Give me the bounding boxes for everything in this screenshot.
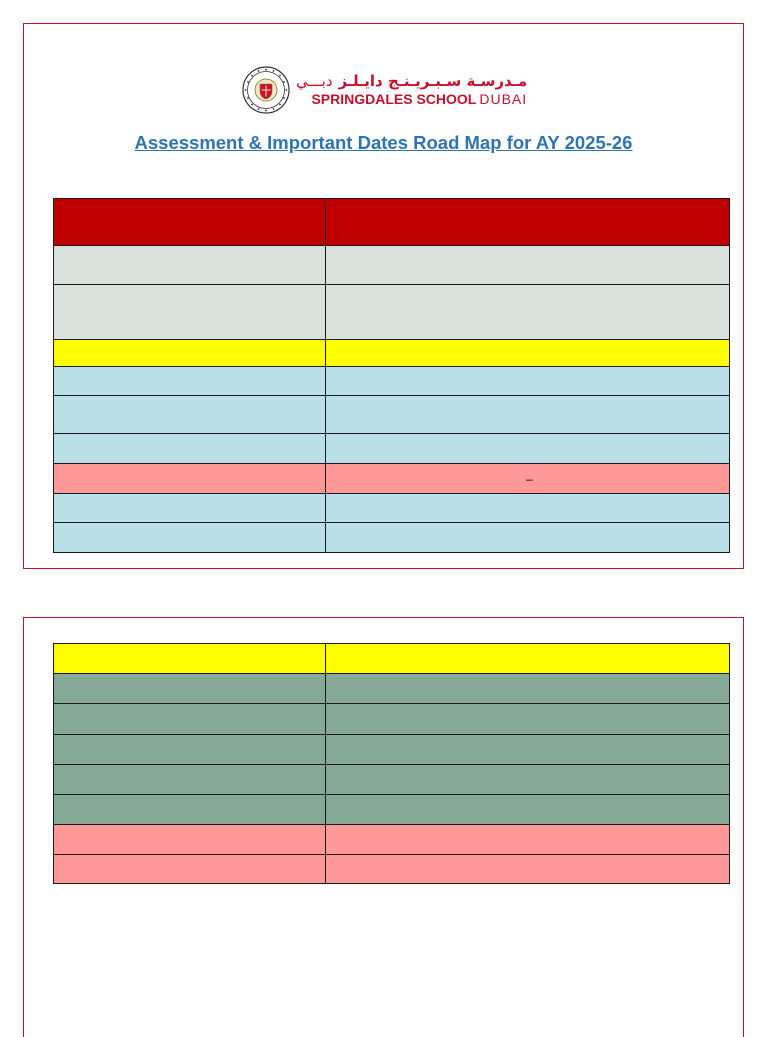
table-cell-label xyxy=(54,285,326,340)
table-row xyxy=(54,644,730,674)
table-row xyxy=(54,285,730,340)
table-row xyxy=(54,494,730,523)
roadmap-table-2 xyxy=(53,643,730,884)
table-row xyxy=(54,199,730,246)
table-row xyxy=(54,434,730,464)
table-cell-label xyxy=(54,704,326,735)
school-name-arabic-text: مـدرسـة سـبـريـنـج دايـلـز xyxy=(338,72,528,90)
table-cell-value xyxy=(326,523,730,553)
table-cell-label xyxy=(54,855,326,884)
table-cell-label xyxy=(54,396,326,434)
table-cell-label xyxy=(54,735,326,765)
table-cell-value xyxy=(326,674,730,704)
table-row xyxy=(54,825,730,855)
table-row xyxy=(54,523,730,553)
school-name-arabic xyxy=(296,72,527,90)
table-row xyxy=(54,735,730,765)
school-city-english: DUBAI xyxy=(479,91,528,107)
table-row xyxy=(54,765,730,795)
table-cell-label xyxy=(54,340,326,367)
roadmap-table-1 xyxy=(53,198,730,553)
table-cell-label xyxy=(54,367,326,396)
table-cell-value xyxy=(326,765,730,795)
table-cell-label xyxy=(54,464,326,494)
table-cell-value xyxy=(326,704,730,735)
table-cell-value xyxy=(326,464,730,494)
table-cell-value xyxy=(326,285,730,340)
table-row xyxy=(54,855,730,884)
document-title: Assessment & Important Dates Road Map for AY 2025-26 xyxy=(134,132,633,153)
school-name-english xyxy=(311,90,527,108)
table-cell-label xyxy=(54,246,326,285)
document-page-2 xyxy=(23,617,744,1037)
school-seal-icon xyxy=(242,66,290,114)
document-page-1 xyxy=(23,23,744,569)
table-cell-label xyxy=(54,199,326,246)
table-cell-value xyxy=(326,855,730,884)
table-row xyxy=(54,795,730,825)
table-cell-label xyxy=(54,494,326,523)
school-logo xyxy=(242,66,527,114)
table-cell-value xyxy=(326,825,730,855)
table-cell-value xyxy=(326,246,730,285)
dash-mark: – xyxy=(526,471,533,486)
table-row xyxy=(54,340,730,367)
table-row xyxy=(54,367,730,396)
table-cell-value xyxy=(326,795,730,825)
table-cell-label xyxy=(54,795,326,825)
table-cell-value xyxy=(326,434,730,464)
table-cell-label xyxy=(54,523,326,553)
table-cell-value xyxy=(326,735,730,765)
table-cell-value xyxy=(326,494,730,523)
school-city-arabic: دبـــي xyxy=(296,72,333,90)
table-cell-label xyxy=(54,765,326,795)
table-row xyxy=(54,396,730,434)
table-row xyxy=(54,464,730,494)
table-row xyxy=(54,246,730,285)
table-cell-label xyxy=(54,644,326,674)
school-name-english-text: SPRINGDALES SCHOOL xyxy=(311,91,477,107)
table-cell-value xyxy=(326,340,730,367)
table-cell-label xyxy=(54,825,326,855)
table-row xyxy=(54,704,730,735)
table-cell-value xyxy=(326,367,730,396)
table-cell-label xyxy=(54,434,326,464)
table-row xyxy=(54,674,730,704)
table-cell-value xyxy=(326,396,730,434)
table-cell-value xyxy=(326,644,730,674)
table-cell-label xyxy=(54,674,326,704)
table-cell-value xyxy=(326,199,730,246)
